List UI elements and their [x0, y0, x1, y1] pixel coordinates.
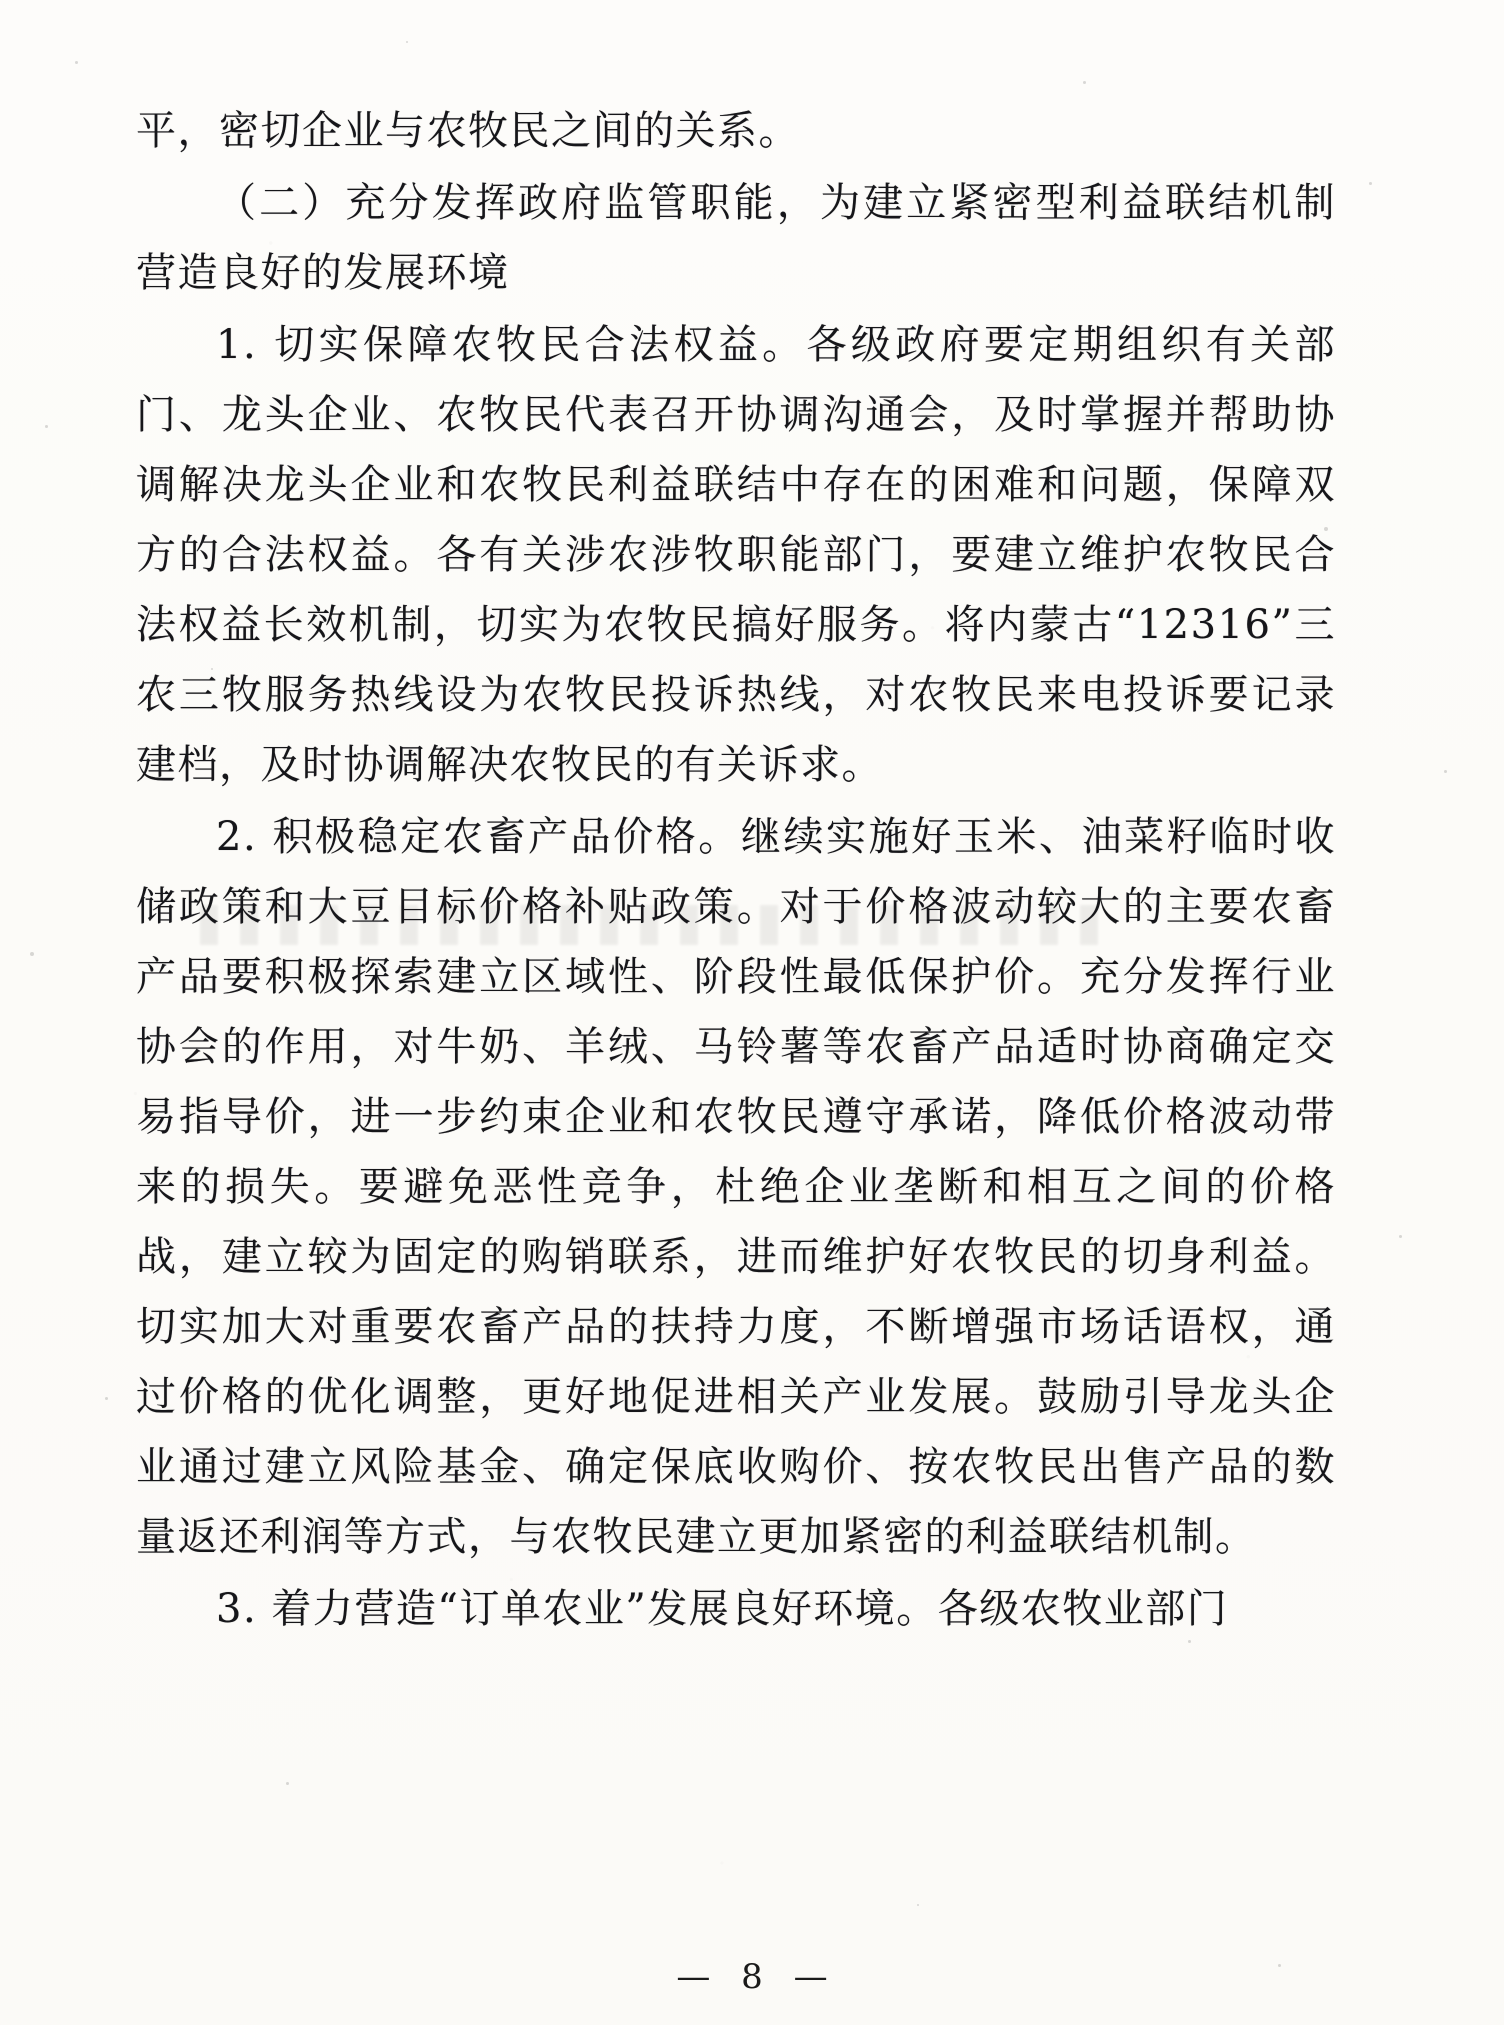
numbered-item-1: 1. 切实保障农牧民合法权益。各级政府要定期组织有关部门、龙头企业、农牧民代表召开协调沟通会，及时掌握并帮助协调解决龙头企业和农牧民利益联结中存在的困难和问题，保障双方的合法权益。各有关涉农涉牧职能部门，要建立维护农牧民合法权益长效机制，切实为农牧民搞好服务。将内蒙古“12316”三农三牧服务热线设为农牧民投诉热线，对农牧民来电投诉要记录建档，及时协调解决农牧民的有关诉求。	[136, 322, 1336, 788]
document-body	[136, 96, 1336, 1646]
numbered-item-2: 2. 积极稳定农畜产品价格。继续实施好玉米、油菜籽临时收储政策和大豆目标价格补贴政策。对于价格波动较大的主要农畜产品要积极探索建立区域性、阶段性最低保护价。充分发挥行业协会的作用，对牛奶、羊绒、马铃薯等农畜产品适时协商确定交易指导价，进一步约束企业和农牧民遵守承诺，降低价格波动带来的损失。要避免恶性竞争，杜绝企业垄断和相互之间的价格战，建立较为固定的购销联系，进而维护好农牧民的切身利益。切实加大对重要农畜产品的扶持力度，不断增强市场话语权，通过价格的优化调整，更好地促进相关产业发展。鼓励引导龙头企业通过建立风险基金、确定保底收购价、按农牧民出售产品的数量返还利润等方式，与农牧民建立更加紧密的利益联结机制。	[136, 814, 1336, 1560]
numbered-item-3: 3. 着力营造“订单农业”发展良好环境。各级农牧业部门	[216, 1586, 1229, 1632]
paragraph-continuation: 平，密切企业与农牧民之间的关系。	[136, 108, 800, 154]
section-heading-2: （二）充分发挥政府监管职能，为建立紧密型利益联结机制营造良好的发展环境	[136, 180, 1336, 296]
page-number: — 8 —	[676, 1957, 838, 1997]
